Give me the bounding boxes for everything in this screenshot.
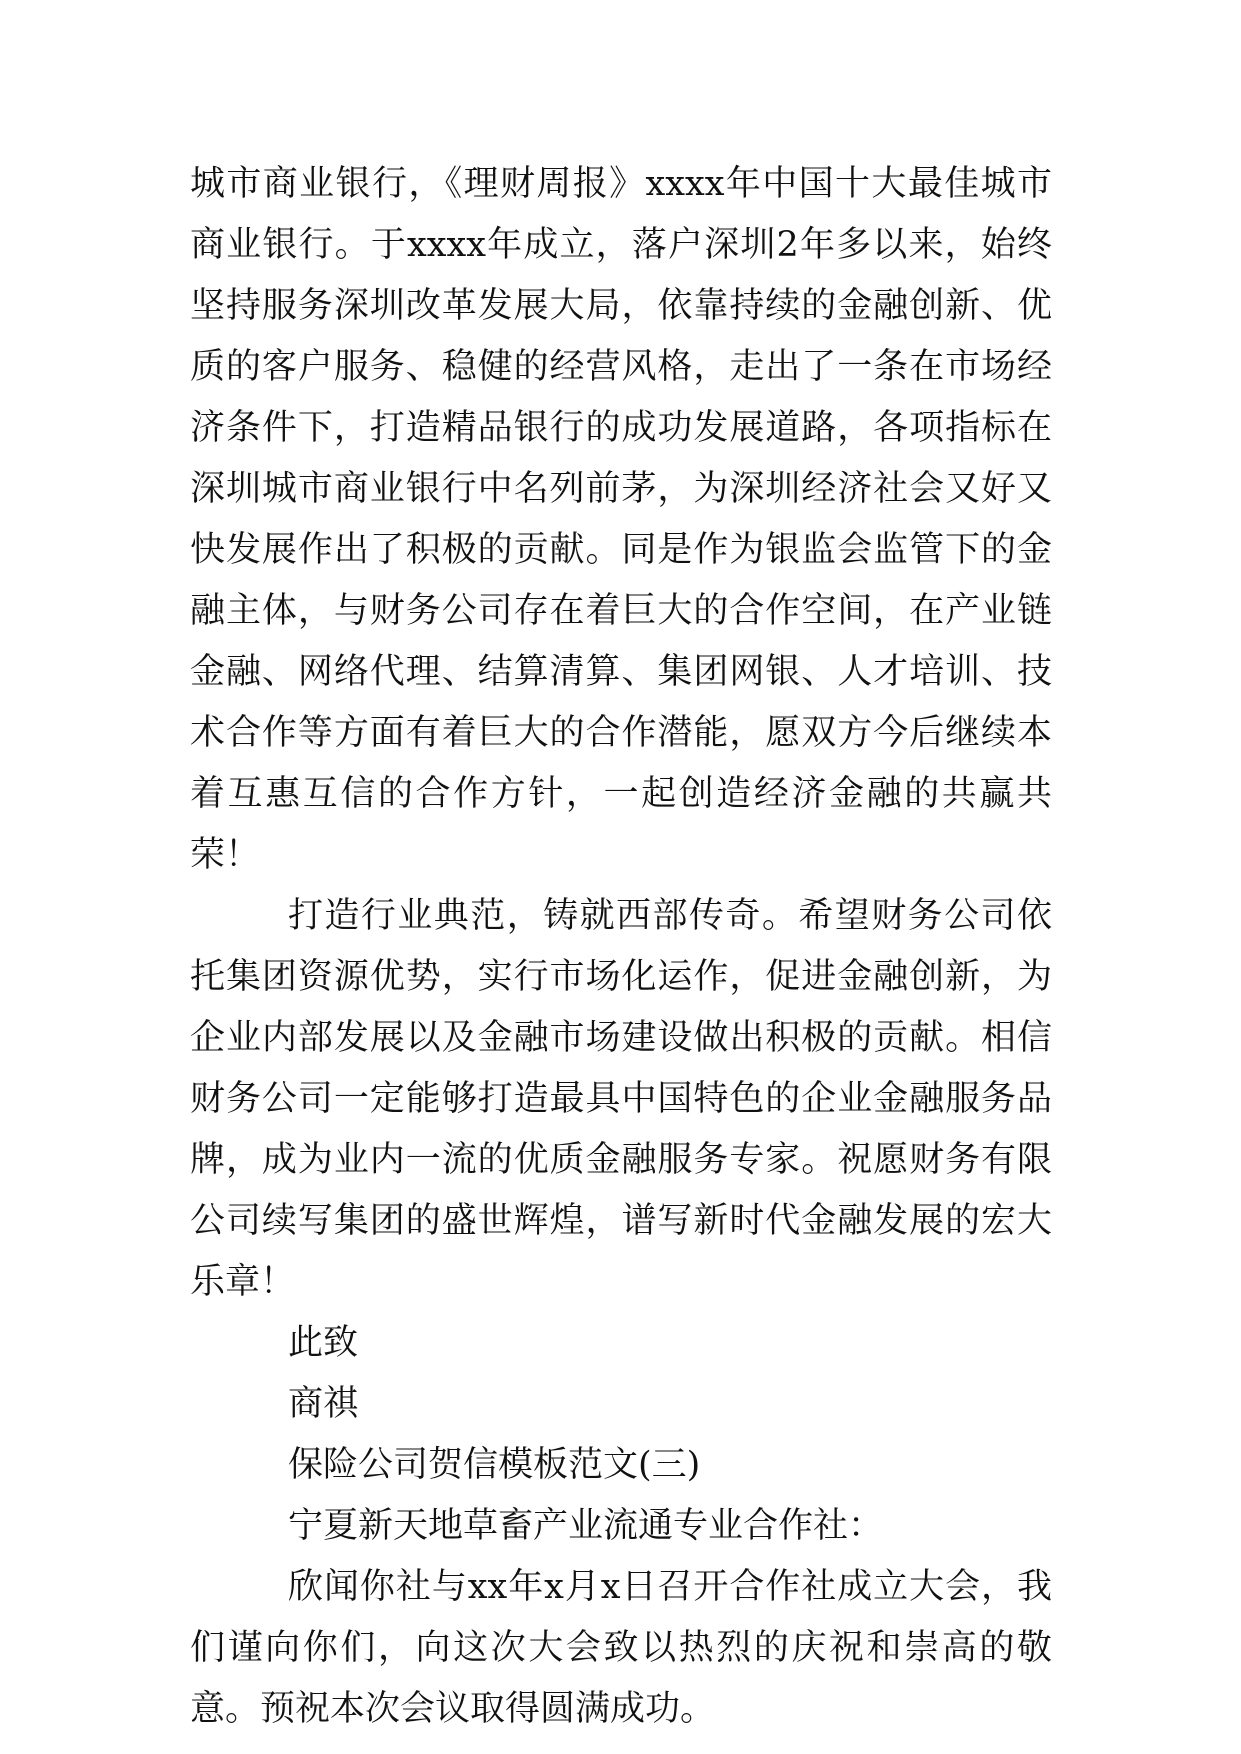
paragraph-congratulation: 欣闻你社与xx年x月x日召开合作社成立大会，我们谨向你们，向这次大会致以热烈的庆祝和崇高的敬意。预祝本次会议取得圆满成功。 [190,1567,1052,1729]
closing-salutation: 此致 [288,1323,359,1363]
paragraph-bank-intro: 城市商业银行，《理财周报》xxxx年中国十大最佳城市商业银行。于xxxx年成立，落户深圳2年多以来，始终坚持服务深圳改革发展大局，依靠持续的金融创新、优质的客户服务、稳健的经营风格，走出了一条在市场经济条件下，打造精品银行的成功发展道路，各项指标在深圳城市商业银行中名列前茅，为深圳经济社会又好又快发展作出了积极的贡献。同是作为银监会监管下的金融主体，与财务公司存在着巨大的合作空间，在产业链金融、网络代理、结算清算、集团网银、人才培训、技术合作等方面有着巨大的合作潜能，愿双方今后继续本着互惠互信的合作方针，一起创造经济金融的共赢共荣！ [190,164,1052,875]
document-page [190,154,1052,1740]
letter-addressee: 宁夏新天地草畜产业流通专业合作社： [288,1506,884,1546]
paragraph-wishes: 打造行业典范，铸就西部传奇。希望财务公司依托集团资源优势，实行市场化运作，促进金融创新，为企业内部发展以及金融市场建设做出积极的贡献。相信财务公司一定能够打造最具中国特色的企业金融服务品牌，成为业内一流的优质金融服务专家。祝愿财务有限公司续写集团的盛世辉煌，谱写新时代金融发展的宏大乐章！ [190,896,1052,1302]
section-title: 保险公司贺信模板范文(三) [288,1445,701,1485]
closing-greeting: 商祺 [288,1384,359,1424]
